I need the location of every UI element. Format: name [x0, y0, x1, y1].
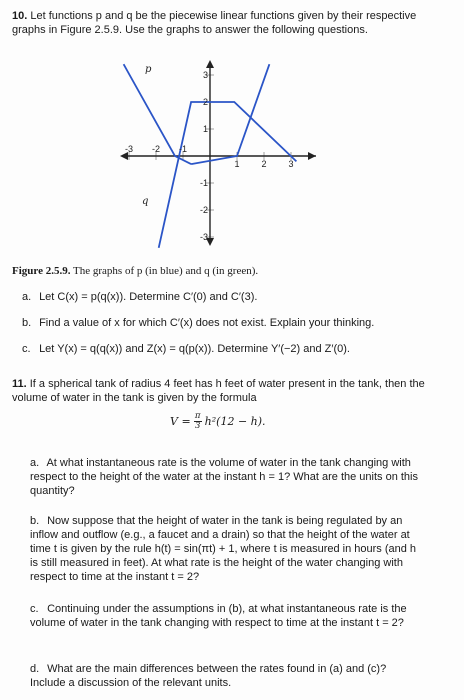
- part-letter: b.: [22, 317, 32, 329]
- x-tick-label: -3: [124, 144, 134, 154]
- q-graph-line: [159, 102, 297, 248]
- part-letter: d.: [30, 663, 40, 675]
- part-letter: b.: [30, 515, 40, 527]
- x-tick-label: 1: [234, 159, 240, 169]
- part-text: Find a value of x for which C′(x) does not exist. Explain your thinking.: [39, 317, 375, 329]
- problem-11-part-c: [30, 602, 420, 630]
- caption-text: The graphs of p (in blue) and q (in green).: [73, 265, 259, 277]
- problem-number: 11.: [12, 378, 27, 390]
- x-axis-arrow: [308, 152, 316, 160]
- formula-fraction: [194, 412, 202, 431]
- formula-rhs: h²(12 − h).: [204, 415, 266, 428]
- volume-formula: [170, 412, 266, 431]
- part-text: What are the main differences between the rates found in (a) and (c)? Include a discussion of the relevant units.: [30, 663, 387, 689]
- part-letter: a.: [30, 457, 40, 469]
- x-tick-label: 3: [288, 159, 294, 169]
- part-text: Let C(x) = p(q(x)). Determine C′(0) and C′(3).: [39, 291, 258, 303]
- part-text: Let Y(x) = q(q(x)) and Z(x) = q(p(x)). Determine Y′(−2) and Z′(0).: [39, 343, 350, 355]
- y-tick-label: 1: [202, 124, 208, 134]
- y-tick-label: 2: [202, 97, 208, 107]
- problem-number: 10.: [12, 10, 28, 22]
- problem-11-part-d: [30, 662, 420, 690]
- part-letter: a.: [22, 291, 32, 303]
- y-tick-label: -2: [199, 205, 208, 215]
- y-tick-label: -3: [199, 232, 208, 242]
- y-tick-label: -1: [199, 178, 208, 188]
- part-text: Continuing under the assumptions in (b), at what instantaneous rate is the volume of water in the tank changing with respect to time at the instant t = 2?: [30, 603, 407, 629]
- problem-10-part-b: [22, 316, 452, 330]
- problem-11-part-b: [30, 514, 420, 584]
- problem-text: Let functions p and q be the piecewise linear functions given by their respective graphs in Figure 2.5.9. Use the graphs to answer the following questions.: [12, 10, 417, 36]
- part-letter: c.: [22, 343, 31, 355]
- problem-10-intro: [12, 10, 452, 37]
- x-tick-label: 2: [261, 159, 267, 169]
- problem-11-part-a: [30, 456, 420, 498]
- figure-2-5-9-graph: [118, 58, 318, 248]
- x-tick-label: -1: [178, 144, 188, 154]
- y-axis-arrow-top: [206, 60, 214, 68]
- y-tick-label: 3: [202, 70, 208, 80]
- part-text: Now suppose that the height of water in the tank is being regulated by an inflow and outflow (e.g., a faucet and a drain) so that the height of the water at time t is given by the rule h(t) = sin(πt) + 1, where t is measured in hours (and h is still measured in feet). At what rate is the height of the water changing with respect to time at the instant t = 2?: [30, 515, 417, 583]
- fraction-numerator: π: [194, 411, 201, 421]
- part-letter: c.: [30, 603, 39, 615]
- problem-text: If a spherical tank of radius 4 feet has h feet of water present in the tank, then the volume of water in the tank is given by the formula: [12, 378, 425, 404]
- part-text: At what instantaneous rate is the volume of water in the tank changing with respect to the height of the water at the instant h = 1? What are the units on this quantity?: [30, 457, 418, 497]
- x-tick-label: -2: [151, 144, 161, 154]
- fraction-denominator: 3: [194, 421, 201, 431]
- caption-label: Figure 2.5.9.: [12, 265, 71, 277]
- q-graph-label: q: [142, 196, 149, 207]
- problem-10-part-a: [22, 290, 452, 304]
- formula-lhs: V =: [170, 415, 191, 428]
- problem-10-part-c: [22, 342, 452, 356]
- p-graph-label: p: [145, 64, 152, 75]
- figure-caption: [12, 265, 452, 277]
- problem-11-intro: [12, 377, 452, 405]
